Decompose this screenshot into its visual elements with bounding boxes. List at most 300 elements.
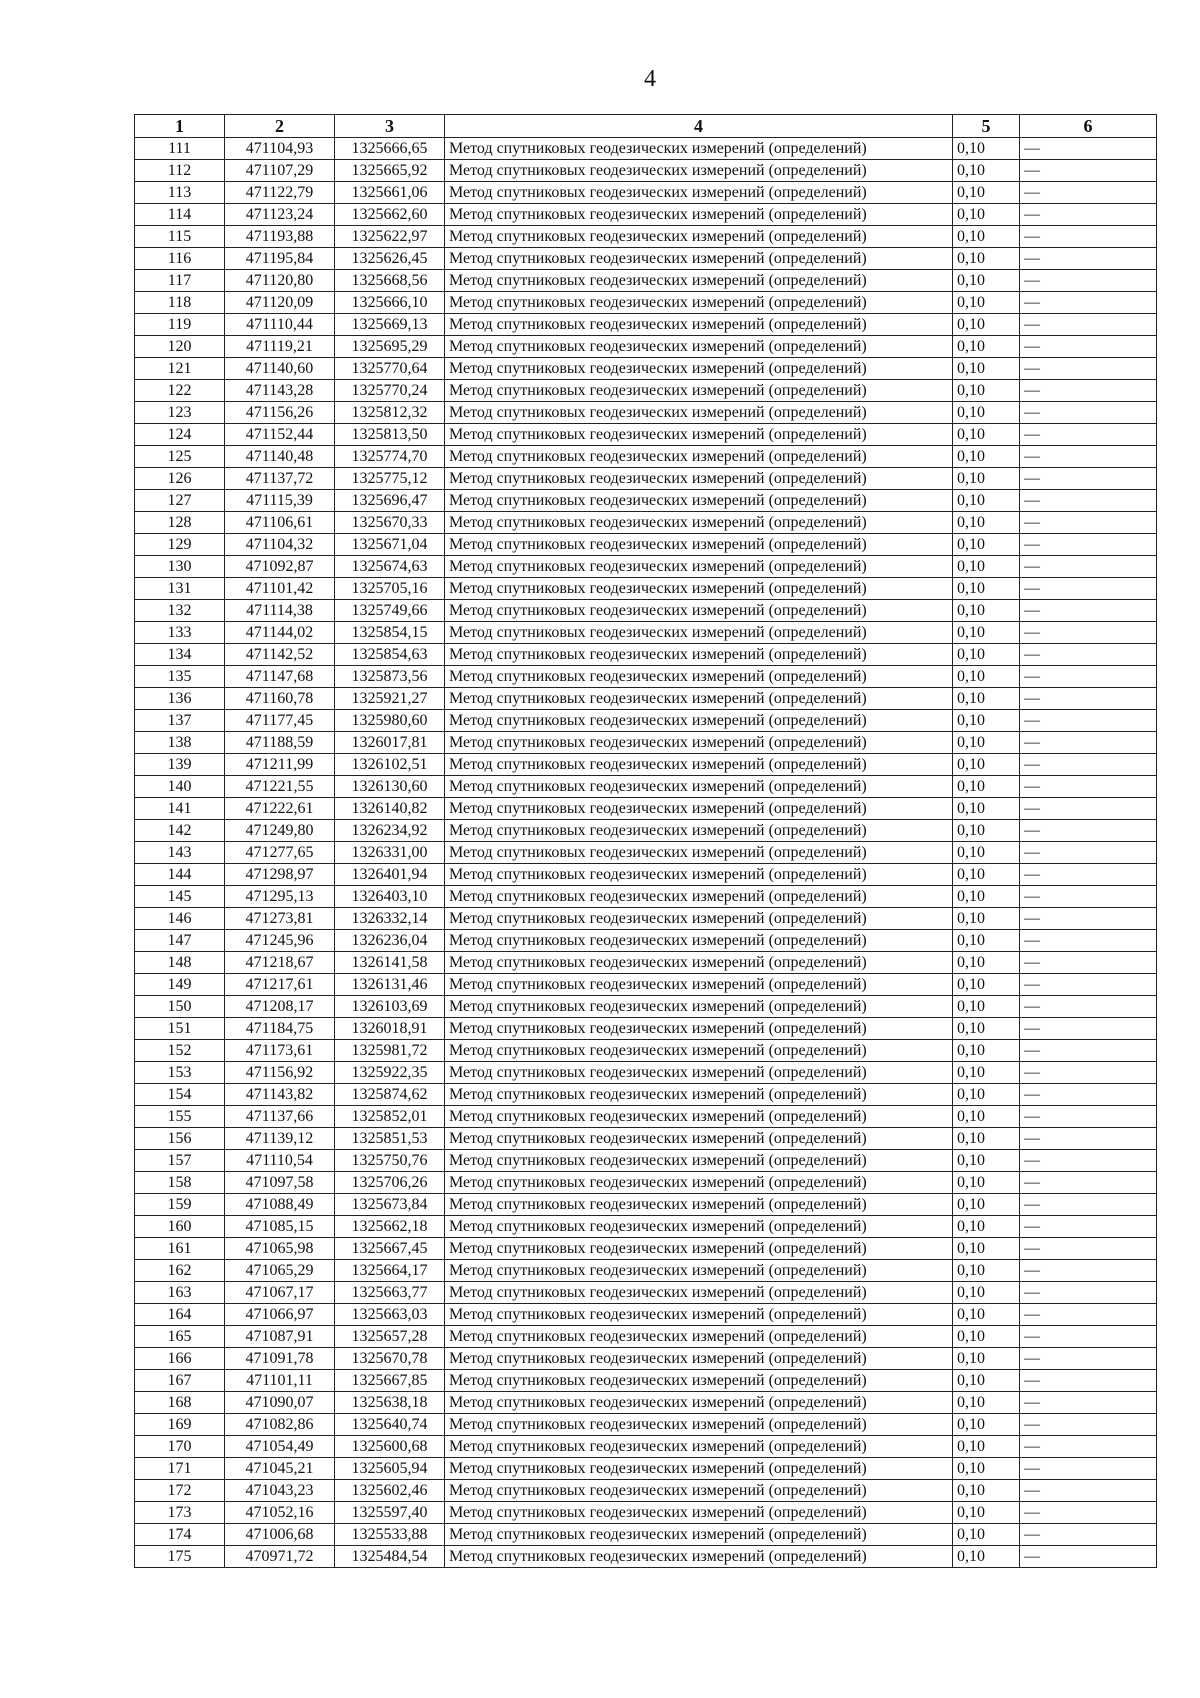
cell-note: — — [1020, 1216, 1157, 1238]
table-row — [135, 1326, 1157, 1348]
table-row — [135, 622, 1157, 644]
cell-accuracy: 0,10 — [953, 160, 1020, 182]
cell-method: Метод спутниковых геодезических измерений (определений) — [445, 490, 953, 512]
cell-coord-x: 471147,68 — [225, 666, 335, 688]
cell-note: — — [1020, 534, 1157, 556]
cell-coord-y: 1325674,63 — [335, 556, 445, 578]
cell-coord-y: 1325626,45 — [335, 248, 445, 270]
header-col-6: 6 — [1020, 115, 1157, 138]
table-row — [135, 270, 1157, 292]
cell-accuracy: 0,10 — [953, 1524, 1020, 1546]
cell-coord-y: 1325667,45 — [335, 1238, 445, 1260]
cell-method: Метод спутниковых геодезических измерений (определений) — [445, 908, 953, 930]
cell-coord-x: 471177,45 — [225, 710, 335, 732]
cell-point-number: 133 — [135, 622, 225, 644]
cell-point-number: 122 — [135, 380, 225, 402]
cell-coord-x: 471122,79 — [225, 182, 335, 204]
cell-coord-x: 471143,82 — [225, 1084, 335, 1106]
table-row — [135, 1414, 1157, 1436]
cell-coord-x: 471091,78 — [225, 1348, 335, 1370]
cell-coord-y: 1325667,85 — [335, 1370, 445, 1392]
cell-method: Метод спутниковых геодезических измерений (определений) — [445, 1392, 953, 1414]
cell-coord-x: 471217,61 — [225, 974, 335, 996]
cell-coord-x: 471087,91 — [225, 1326, 335, 1348]
cell-point-number: 119 — [135, 314, 225, 336]
cell-accuracy: 0,10 — [953, 424, 1020, 446]
cell-point-number: 126 — [135, 468, 225, 490]
cell-coord-y: 1326017,81 — [335, 732, 445, 754]
cell-point-number: 171 — [135, 1458, 225, 1480]
table-row — [135, 732, 1157, 754]
table-row — [135, 446, 1157, 468]
cell-method: Метод спутниковых геодезических измерений (определений) — [445, 688, 953, 710]
cell-accuracy: 0,10 — [953, 1238, 1020, 1260]
table-row — [135, 886, 1157, 908]
table-row — [135, 424, 1157, 446]
cell-coord-x: 471156,92 — [225, 1062, 335, 1084]
cell-accuracy: 0,10 — [953, 1546, 1020, 1568]
table-header — [135, 115, 1157, 138]
cell-coord-y: 1325663,03 — [335, 1304, 445, 1326]
cell-point-number: 118 — [135, 292, 225, 314]
cell-accuracy: 0,10 — [953, 1348, 1020, 1370]
table-row — [135, 666, 1157, 688]
cell-coord-y: 1325597,40 — [335, 1502, 445, 1524]
cell-note: — — [1020, 974, 1157, 996]
cell-point-number: 123 — [135, 402, 225, 424]
cell-note: — — [1020, 952, 1157, 974]
cell-method: Метод спутниковых геодезических измерений (определений) — [445, 226, 953, 248]
cell-method: Метод спутниковых геодезических измерений (определений) — [445, 1238, 953, 1260]
cell-coord-x: 470971,72 — [225, 1546, 335, 1568]
cell-coord-x: 471249,80 — [225, 820, 335, 842]
cell-coord-y: 1326234,92 — [335, 820, 445, 842]
cell-coord-y: 1325770,64 — [335, 358, 445, 380]
cell-point-number: 149 — [135, 974, 225, 996]
table-row — [135, 1304, 1157, 1326]
cell-method: Метод спутниковых геодезических измерений (определений) — [445, 842, 953, 864]
cell-coord-y: 1326131,46 — [335, 974, 445, 996]
cell-accuracy: 0,10 — [953, 358, 1020, 380]
cell-method: Метод спутниковых геодезических измерений (определений) — [445, 1326, 953, 1348]
cell-accuracy: 0,10 — [953, 468, 1020, 490]
cell-point-number: 120 — [135, 336, 225, 358]
table-row — [135, 1458, 1157, 1480]
table-row — [135, 336, 1157, 358]
table-row — [135, 930, 1157, 952]
cell-accuracy: 0,10 — [953, 512, 1020, 534]
cell-coord-y: 1325854,63 — [335, 644, 445, 666]
cell-point-number: 132 — [135, 600, 225, 622]
cell-note: — — [1020, 1172, 1157, 1194]
cell-note: — — [1020, 1238, 1157, 1260]
cell-method: Метод спутниковых геодезических измерений (определений) — [445, 622, 953, 644]
cell-note: — — [1020, 886, 1157, 908]
cell-note: — — [1020, 1106, 1157, 1128]
cell-coord-x: 471137,66 — [225, 1106, 335, 1128]
table-row — [135, 138, 1157, 160]
cell-method: Метод спутниковых геодезических измерений (определений) — [445, 1546, 953, 1568]
cell-method: Метод спутниковых геодезических измерений (определений) — [445, 402, 953, 424]
cell-coord-y: 1325669,13 — [335, 314, 445, 336]
cell-accuracy: 0,10 — [953, 974, 1020, 996]
cell-accuracy: 0,10 — [953, 1150, 1020, 1172]
cell-note: — — [1020, 1260, 1157, 1282]
cell-coord-x: 471184,75 — [225, 1018, 335, 1040]
cell-coord-y: 1326018,91 — [335, 1018, 445, 1040]
cell-method: Метод спутниковых геодезических измерений (определений) — [445, 754, 953, 776]
cell-note: — — [1020, 182, 1157, 204]
cell-point-number: 130 — [135, 556, 225, 578]
cell-point-number: 117 — [135, 270, 225, 292]
table-row — [135, 1150, 1157, 1172]
cell-point-number: 156 — [135, 1128, 225, 1150]
cell-coord-x: 471065,29 — [225, 1260, 335, 1282]
table-row — [135, 908, 1157, 930]
cell-method: Метод спутниковых геодезических измерений (определений) — [445, 1260, 953, 1282]
cell-accuracy: 0,10 — [953, 248, 1020, 270]
cell-note: — — [1020, 490, 1157, 512]
header-col-4: 4 — [445, 115, 953, 138]
cell-method: Метод спутниковых геодезических измерений (определений) — [445, 930, 953, 952]
cell-point-number: 136 — [135, 688, 225, 710]
cell-accuracy: 0,10 — [953, 776, 1020, 798]
cell-method: Метод спутниковых геодезических измерений (определений) — [445, 314, 953, 336]
cell-note: — — [1020, 226, 1157, 248]
cell-accuracy: 0,10 — [953, 908, 1020, 930]
cell-method: Метод спутниковых геодезических измерений (определений) — [445, 534, 953, 556]
table-row — [135, 1040, 1157, 1062]
cell-method: Метод спутниковых геодезических измерений (определений) — [445, 666, 953, 688]
cell-accuracy: 0,10 — [953, 402, 1020, 424]
cell-point-number: 145 — [135, 886, 225, 908]
cell-coord-x: 471097,58 — [225, 1172, 335, 1194]
cell-accuracy: 0,10 — [953, 1106, 1020, 1128]
cell-note: — — [1020, 622, 1157, 644]
table-row — [135, 974, 1157, 996]
cell-accuracy: 0,10 — [953, 380, 1020, 402]
cell-point-number: 174 — [135, 1524, 225, 1546]
cell-point-number: 148 — [135, 952, 225, 974]
cell-point-number: 162 — [135, 1260, 225, 1282]
cell-point-number: 138 — [135, 732, 225, 754]
cell-coord-x: 471120,80 — [225, 270, 335, 292]
cell-method: Метод спутниковых геодезических измерений (определений) — [445, 886, 953, 908]
cell-accuracy: 0,10 — [953, 1084, 1020, 1106]
cell-note: — — [1020, 1546, 1157, 1568]
cell-coord-x: 471195,84 — [225, 248, 335, 270]
cell-point-number: 163 — [135, 1282, 225, 1304]
cell-accuracy: 0,10 — [953, 1414, 1020, 1436]
cell-coord-y: 1325600,68 — [335, 1436, 445, 1458]
cell-coord-y: 1325774,70 — [335, 446, 445, 468]
cell-coord-x: 471222,61 — [225, 798, 335, 820]
cell-accuracy: 0,10 — [953, 1370, 1020, 1392]
cell-note: — — [1020, 204, 1157, 226]
cell-accuracy: 0,10 — [953, 952, 1020, 974]
cell-coord-x: 471142,52 — [225, 644, 335, 666]
table-row — [135, 1282, 1157, 1304]
table-row — [135, 1546, 1157, 1568]
cell-method: Метод спутниковых геодезических измерений (определений) — [445, 1172, 953, 1194]
cell-method: Метод спутниковых геодезических измерений (определений) — [445, 512, 953, 534]
cell-point-number: 144 — [135, 864, 225, 886]
cell-coord-x: 471139,12 — [225, 1128, 335, 1150]
cell-method: Метод спутниковых геодезических измерений (определений) — [445, 1414, 953, 1436]
cell-coord-x: 471045,21 — [225, 1458, 335, 1480]
cell-coord-y: 1325484,54 — [335, 1546, 445, 1568]
cell-coord-y: 1325750,76 — [335, 1150, 445, 1172]
cell-point-number: 172 — [135, 1480, 225, 1502]
cell-accuracy: 0,10 — [953, 842, 1020, 864]
cell-coord-x: 471066,97 — [225, 1304, 335, 1326]
cell-accuracy: 0,10 — [953, 1282, 1020, 1304]
cell-note: — — [1020, 776, 1157, 798]
cell-accuracy: 0,10 — [953, 182, 1020, 204]
cell-method: Метод спутниковых геодезических измерений (определений) — [445, 1062, 953, 1084]
cell-point-number: 160 — [135, 1216, 225, 1238]
cell-note: — — [1020, 1480, 1157, 1502]
cell-point-number: 157 — [135, 1150, 225, 1172]
cell-coord-y: 1325671,04 — [335, 534, 445, 556]
cell-point-number: 153 — [135, 1062, 225, 1084]
cell-note: — — [1020, 1524, 1157, 1546]
cell-coord-y: 1325657,28 — [335, 1326, 445, 1348]
cell-point-number: 151 — [135, 1018, 225, 1040]
cell-accuracy: 0,10 — [953, 138, 1020, 160]
cell-note: — — [1020, 864, 1157, 886]
table-row — [135, 1348, 1157, 1370]
cell-coord-x: 471144,02 — [225, 622, 335, 644]
cell-coord-x: 471211,99 — [225, 754, 335, 776]
cell-coord-x: 471140,48 — [225, 446, 335, 468]
cell-method: Метод спутниковых геодезических измерений (определений) — [445, 732, 953, 754]
cell-method: Метод спутниковых геодезических измерений (определений) — [445, 336, 953, 358]
table-body — [135, 138, 1157, 1568]
cell-note: — — [1020, 820, 1157, 842]
cell-note: — — [1020, 1040, 1157, 1062]
cell-coord-y: 1325706,26 — [335, 1172, 445, 1194]
table-row — [135, 1172, 1157, 1194]
cell-accuracy: 0,10 — [953, 1040, 1020, 1062]
table-row — [135, 1502, 1157, 1524]
cell-point-number: 121 — [135, 358, 225, 380]
cell-method: Метод спутниковых геодезических измерений (определений) — [445, 1370, 953, 1392]
cell-coord-y: 1325812,32 — [335, 402, 445, 424]
cell-accuracy: 0,10 — [953, 930, 1020, 952]
cell-coord-y: 1326401,94 — [335, 864, 445, 886]
cell-note: — — [1020, 556, 1157, 578]
table-row — [135, 204, 1157, 226]
cell-method: Метод спутниковых геодезических измерений (определений) — [445, 1194, 953, 1216]
table-row — [135, 952, 1157, 974]
cell-note: — — [1020, 996, 1157, 1018]
cell-accuracy: 0,10 — [953, 666, 1020, 688]
table-row — [135, 578, 1157, 600]
header-row — [135, 115, 1157, 138]
cell-accuracy: 0,10 — [953, 644, 1020, 666]
cell-point-number: 161 — [135, 1238, 225, 1260]
cell-point-number: 168 — [135, 1392, 225, 1414]
cell-coord-y: 1325666,65 — [335, 138, 445, 160]
cell-accuracy: 0,10 — [953, 732, 1020, 754]
cell-coord-x: 471295,13 — [225, 886, 335, 908]
cell-accuracy: 0,10 — [953, 1128, 1020, 1150]
cell-method: Метод спутниковых геодезических измерений (определений) — [445, 1348, 953, 1370]
cell-note: — — [1020, 754, 1157, 776]
cell-coord-y: 1325640,74 — [335, 1414, 445, 1436]
cell-method: Метод спутниковых геодезических измерений (определений) — [445, 424, 953, 446]
cell-coord-x: 471104,32 — [225, 534, 335, 556]
cell-point-number: 173 — [135, 1502, 225, 1524]
cell-accuracy: 0,10 — [953, 556, 1020, 578]
cell-coord-y: 1325664,17 — [335, 1260, 445, 1282]
cell-note: — — [1020, 446, 1157, 468]
cell-point-number: 150 — [135, 996, 225, 1018]
cell-note: — — [1020, 1062, 1157, 1084]
cell-coord-y: 1326332,14 — [335, 908, 445, 930]
cell-coord-x: 471085,15 — [225, 1216, 335, 1238]
cell-note: — — [1020, 314, 1157, 336]
cell-point-number: 159 — [135, 1194, 225, 1216]
cell-note: — — [1020, 424, 1157, 446]
cell-method: Метод спутниковых геодезических измерений (определений) — [445, 1282, 953, 1304]
cell-note: — — [1020, 710, 1157, 732]
cell-coord-x: 471107,29 — [225, 160, 335, 182]
cell-coord-y: 1325852,01 — [335, 1106, 445, 1128]
cell-point-number: 154 — [135, 1084, 225, 1106]
cell-note: — — [1020, 666, 1157, 688]
cell-coord-x: 471193,88 — [225, 226, 335, 248]
cell-coord-y: 1325638,18 — [335, 1392, 445, 1414]
cell-coord-y: 1325921,27 — [335, 688, 445, 710]
cell-accuracy: 0,10 — [953, 314, 1020, 336]
table-row — [135, 776, 1157, 798]
cell-method: Метод спутниковых геодезических измерений (определений) — [445, 952, 953, 974]
cell-coord-y: 1325666,10 — [335, 292, 445, 314]
table-row — [135, 1392, 1157, 1414]
table-row — [135, 358, 1157, 380]
cell-point-number: 111 — [135, 138, 225, 160]
cell-point-number: 155 — [135, 1106, 225, 1128]
cell-point-number: 143 — [135, 842, 225, 864]
cell-note: — — [1020, 908, 1157, 930]
cell-method: Метод спутниковых геодезических измерений (определений) — [445, 248, 953, 270]
cell-method: Метод спутниковых геодезических измерений (определений) — [445, 270, 953, 292]
table-row — [135, 292, 1157, 314]
cell-method: Метод спутниковых геодезических измерений (определений) — [445, 160, 953, 182]
cell-method: Метод спутниковых геодезических измерений (определений) — [445, 1084, 953, 1106]
cell-coord-x: 471120,09 — [225, 292, 335, 314]
cell-note: — — [1020, 798, 1157, 820]
cell-accuracy: 0,10 — [953, 1326, 1020, 1348]
table-row — [135, 1436, 1157, 1458]
table-row — [135, 798, 1157, 820]
cell-accuracy: 0,10 — [953, 886, 1020, 908]
table-row — [135, 380, 1157, 402]
cell-coord-y: 1325851,53 — [335, 1128, 445, 1150]
header-col-3: 3 — [335, 115, 445, 138]
table-row — [135, 226, 1157, 248]
cell-note: — — [1020, 1018, 1157, 1040]
cell-method: Метод спутниковых геодезических измерений (определений) — [445, 556, 953, 578]
cell-accuracy: 0,10 — [953, 1392, 1020, 1414]
cell-coord-y: 1326331,00 — [335, 842, 445, 864]
cell-coord-x: 471218,67 — [225, 952, 335, 974]
cell-note: — — [1020, 248, 1157, 270]
cell-method: Метод спутниковых геодезических измерений (определений) — [445, 292, 953, 314]
cell-coord-y: 1326130,60 — [335, 776, 445, 798]
cell-coord-x: 471092,87 — [225, 556, 335, 578]
cell-note: — — [1020, 1326, 1157, 1348]
cell-note: — — [1020, 270, 1157, 292]
cell-note: — — [1020, 1194, 1157, 1216]
cell-method: Метод спутниковых геодезических измерений (определений) — [445, 1216, 953, 1238]
table-row — [135, 864, 1157, 886]
cell-note: — — [1020, 1414, 1157, 1436]
cell-accuracy: 0,10 — [953, 578, 1020, 600]
cell-coord-x: 471065,98 — [225, 1238, 335, 1260]
cell-coord-y: 1325661,06 — [335, 182, 445, 204]
table-row — [135, 314, 1157, 336]
cell-coord-y: 1325770,24 — [335, 380, 445, 402]
header-col-5: 5 — [953, 115, 1020, 138]
cell-method: Метод спутниковых геодезических измерений (определений) — [445, 1106, 953, 1128]
cell-method: Метод спутниковых геодезических измерений (определений) — [445, 798, 953, 820]
cell-coord-x: 471082,86 — [225, 1414, 335, 1436]
cell-note: — — [1020, 402, 1157, 424]
table-row — [135, 1128, 1157, 1150]
cell-coord-y: 1325663,77 — [335, 1282, 445, 1304]
cell-accuracy: 0,10 — [953, 1260, 1020, 1282]
cell-accuracy: 0,10 — [953, 1304, 1020, 1326]
cell-coord-y: 1325981,72 — [335, 1040, 445, 1062]
cell-coord-x: 471298,97 — [225, 864, 335, 886]
cell-coord-x: 471043,23 — [225, 1480, 335, 1502]
cell-point-number: 131 — [135, 578, 225, 600]
cell-note: — — [1020, 1282, 1157, 1304]
cell-point-number: 165 — [135, 1326, 225, 1348]
cell-accuracy: 0,10 — [953, 292, 1020, 314]
table-row — [135, 490, 1157, 512]
cell-coord-y: 1325605,94 — [335, 1458, 445, 1480]
cell-accuracy: 0,10 — [953, 336, 1020, 358]
cell-accuracy: 0,10 — [953, 754, 1020, 776]
cell-coord-y: 1325922,35 — [335, 1062, 445, 1084]
table-row — [135, 1238, 1157, 1260]
cell-note: — — [1020, 1128, 1157, 1150]
cell-note: — — [1020, 930, 1157, 952]
cell-coord-y: 1325873,56 — [335, 666, 445, 688]
cell-point-number: 167 — [135, 1370, 225, 1392]
cell-note: — — [1020, 842, 1157, 864]
cell-coord-x: 471173,61 — [225, 1040, 335, 1062]
table-row — [135, 556, 1157, 578]
cell-point-number: 147 — [135, 930, 225, 952]
cell-coord-x: 471054,49 — [225, 1436, 335, 1458]
cell-method: Метод спутниковых геодезических измерений (определений) — [445, 600, 953, 622]
cell-method: Метод спутниковых геодезических измерений (определений) — [445, 1480, 953, 1502]
cell-coord-x: 471160,78 — [225, 688, 335, 710]
cell-method: Метод спутниковых геодезических измерений (определений) — [445, 1436, 953, 1458]
cell-accuracy: 0,10 — [953, 490, 1020, 512]
cell-note: — — [1020, 292, 1157, 314]
cell-coord-x: 471152,44 — [225, 424, 335, 446]
cell-accuracy: 0,10 — [953, 270, 1020, 292]
table-row — [135, 182, 1157, 204]
cell-coord-x: 471137,72 — [225, 468, 335, 490]
cell-coord-x: 471245,96 — [225, 930, 335, 952]
